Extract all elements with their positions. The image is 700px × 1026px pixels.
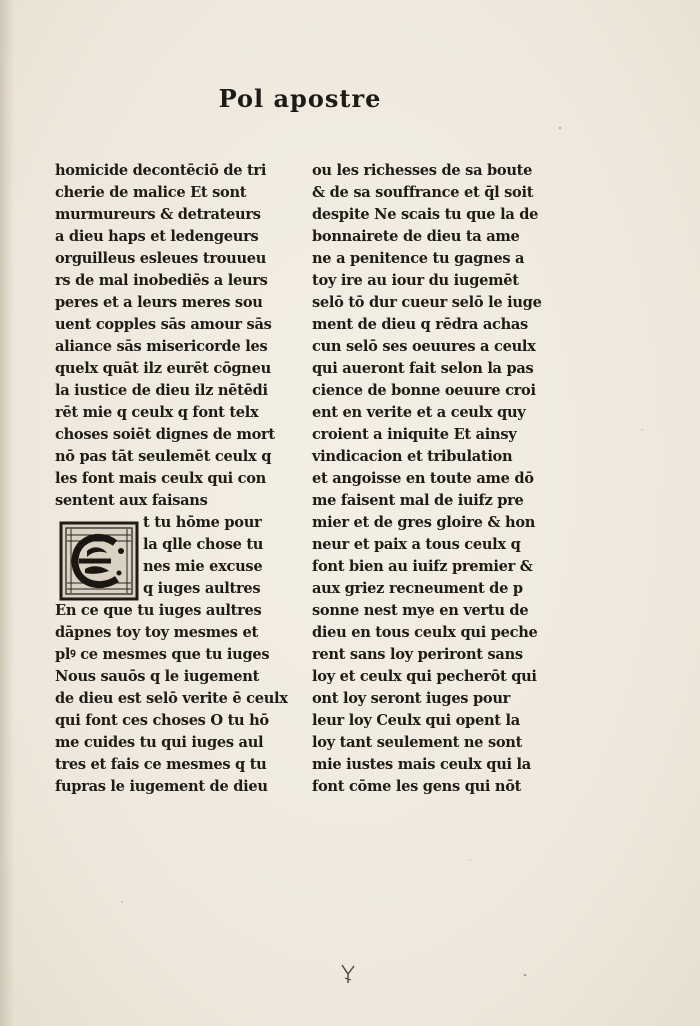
text-line: En ce que tu iuges aultres bbox=[55, 602, 262, 619]
text-line: orguilleus esleues trouueu bbox=[55, 250, 267, 267]
text-line: ent en verite et a ceulx quy bbox=[312, 404, 526, 421]
text-line: ne a penitence tu gagnes a bbox=[312, 250, 525, 267]
text-line: choses soiēt dignes de mort bbox=[55, 426, 275, 443]
text-line: de dieu est selō verite ē ceulx bbox=[55, 690, 288, 707]
text-line: Nous sauōs q le iugement bbox=[55, 668, 260, 685]
text-line: ment de dieu q rēdra achas bbox=[312, 316, 528, 333]
text-line: selō tō dur cueur selō le iuge bbox=[312, 294, 542, 311]
text-line: leur loy Ceulx qui opent la bbox=[312, 712, 520, 729]
text-line: la iustice de dieu ilz nētēdi bbox=[55, 382, 268, 399]
text-line: me cuides tu qui iuges aul bbox=[55, 734, 264, 751]
text-line: sentent aux faisans bbox=[55, 492, 208, 509]
text-line: font cōme les gens qui nōt bbox=[312, 778, 522, 795]
text-line: uent copples sās amour sās bbox=[55, 316, 272, 333]
text-line: cun selō ses oeuures a ceulx bbox=[312, 338, 536, 355]
text-line: sonne nest mye en vertu de bbox=[312, 602, 529, 619]
left-column bbox=[55, 160, 288, 798]
text-line: mie iustes mais ceulx qui la bbox=[312, 756, 531, 773]
text-line: peres et a leurs meres sou bbox=[55, 294, 263, 311]
text-line: neur et paix a tous ceulx q bbox=[312, 536, 521, 553]
right-column bbox=[312, 160, 542, 798]
text-line: mier et de gres gloire & hon bbox=[312, 514, 536, 531]
text-line: rēt mie q ceulx q font telx bbox=[55, 404, 259, 421]
left-column-top-lines bbox=[55, 160, 275, 512]
text-line: me faisent mal de iuifz pre bbox=[312, 492, 524, 509]
signature-mark bbox=[338, 962, 358, 986]
text-line: cience de bonne oeuure croi bbox=[312, 382, 536, 399]
text-line: rent sans loy periront sans bbox=[312, 646, 523, 663]
binding-shadow bbox=[0, 0, 14, 1026]
text-line: font bien au iuifz premier & bbox=[312, 558, 533, 575]
text-line: nes mie excuse bbox=[143, 558, 263, 575]
text-line: aliance sās misericorde les bbox=[55, 338, 268, 355]
woodcut-initial-e bbox=[59, 521, 139, 601]
text-line: et angoisse en toute ame dō bbox=[312, 470, 534, 487]
text-line: plꝰ ce mesmes que tu iuges bbox=[55, 646, 270, 663]
text-line: homicide decontēciō de tri bbox=[55, 162, 267, 179]
running-head: Pol apostre bbox=[218, 84, 382, 113]
text-line: & de sa souffrance et q̄l soit bbox=[312, 184, 534, 201]
text-line: toy ire au iour du iugemēt bbox=[312, 272, 519, 289]
text-line: loy et ceulx qui pecherōt qui bbox=[312, 668, 537, 685]
text-line: loy tant seulement ne sont bbox=[312, 734, 523, 751]
text-line: t tu hōme pour bbox=[143, 514, 262, 531]
text-line: aux griez recneument de p bbox=[312, 580, 523, 597]
text-line: qui aueront fait selon la pas bbox=[312, 360, 534, 377]
text-line: vindicacion et tribulation bbox=[312, 448, 513, 465]
text-line: les font mais ceulx qui con bbox=[55, 470, 266, 487]
left-column-bottom-lines bbox=[55, 600, 288, 798]
text-line: despite Ne scais tu que la de bbox=[312, 206, 539, 223]
text-line: cherie de malice Et sont bbox=[55, 184, 247, 201]
text-line: dieu en tous ceulx qui peche bbox=[312, 624, 538, 641]
text-line: bonnairete de dieu ta ame bbox=[312, 228, 520, 245]
text-line: q iuges aultres bbox=[143, 580, 261, 597]
text-line: rs de mal inobediēs a leurs bbox=[55, 272, 268, 289]
text-line: dāpnes toy toy mesmes et bbox=[55, 624, 258, 641]
text-line: fupras le iugement de dieu bbox=[55, 778, 268, 795]
text-line: ont loy seront iuges pour bbox=[312, 690, 511, 707]
text-line: tres et fais ce mesmes q tu bbox=[55, 756, 267, 773]
text-line: murmureurs & detrateurs bbox=[55, 206, 261, 223]
text-line: nō pas tāt seulemēt ceulx q bbox=[55, 448, 272, 465]
text-line: qui font ces choses O tu hō bbox=[55, 712, 269, 729]
text-line: la qlle chose tu bbox=[143, 536, 264, 553]
text-line: a dieu haps et ledengeurs bbox=[55, 228, 259, 245]
text-line: quelx quāt ilz eurēt cōgneu bbox=[55, 360, 271, 377]
text-line: croient a iniquite Et ainsy bbox=[312, 426, 517, 443]
text-line: ou les richesses de sa boute bbox=[312, 162, 533, 179]
